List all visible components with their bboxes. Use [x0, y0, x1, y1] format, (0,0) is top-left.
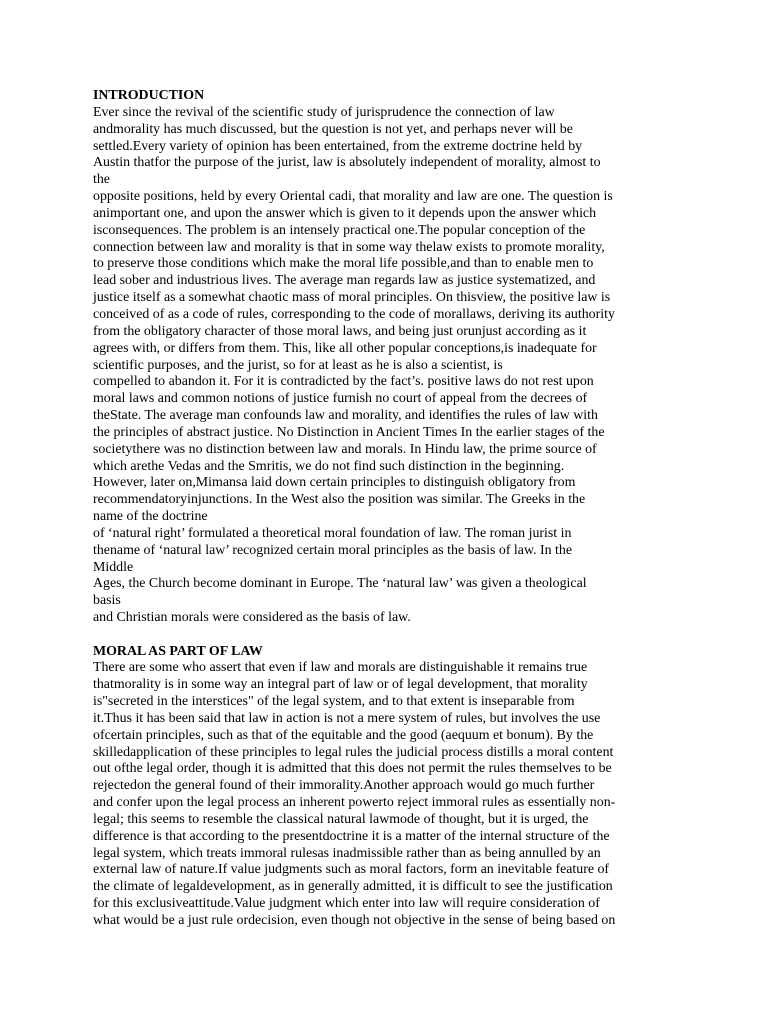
text-line: and confer upon the legal process an inherent powerto reject immoral rules as essentially non- [93, 795, 616, 811]
text-line: agrees with, or differs from them. This, like all other popular conceptions,is inadequate for [93, 340, 597, 356]
text-line: Middle [93, 559, 134, 575]
section-body [93, 105, 693, 627]
text-line: from the obligatory character of those moral laws, and being just orunjust according as it [93, 323, 587, 339]
text-line: justice itself as a somewhat chaotic mass of moral principles. On thisview, the positive law is [93, 290, 611, 306]
text-line: There are some who assert that even if law and morals are distinguishable it remains true [93, 660, 588, 676]
text-line: difference is that according to the presentdoctrine it is a matter of the internal structure of the [93, 828, 610, 844]
text-line: thename of ‘natural law’ recognized certain moral principles as the basis of law. In the [93, 542, 573, 558]
text-line: thatmorality is in some way an integral part of law or of legal development, that morality [93, 677, 588, 693]
text-line: scientific purposes, and the jurist, so for at least as he is also a scientist, is [93, 357, 503, 373]
text-line: lead sober and industrious lives. The average man regards law as justice systematized, and [93, 273, 596, 289]
text-line: the climate of legaldevelopment, as in generally admitted, it is difficult to see the justification [93, 879, 613, 895]
text-line: of ‘natural right’ formulated a theoretical moral foundation of law. The roman jurist in [93, 525, 572, 541]
section-body [93, 660, 693, 930]
text-line: theState. The average man confounds law and morality, and identifies the rules of law with [93, 408, 598, 424]
text-line: ofcertain principles, such as that of the equitable and the good (aequum et bonum). By the [93, 727, 594, 743]
section-heading: INTRODUCTION [93, 88, 205, 103]
text-line: settled.Every variety of opinion has been entertained, from the extreme doctrine held by [93, 138, 583, 154]
text-line: connection between law and morality is that in some way thelaw exists to promote morality, [93, 239, 605, 255]
text-line: basis [93, 593, 121, 609]
text-line: rejectedon the general found of their immorality.Another approach would go much further [93, 778, 595, 794]
text-line: Ages, the Church become dominant in Europe. The ‘natural law’ was given a theological [93, 576, 587, 592]
text-line: societythere was no distinction between law and morals. In Hindu law, the prime source of [93, 441, 597, 457]
text-line: the principles of abstract justice. No Distinction in Ancient Times In the earlier stages of the [93, 424, 605, 440]
text-line: external law of nature.If value judgments such as moral factors, form an inevitable feature of [93, 862, 610, 878]
text-line: opposite positions, held by every Oriental cadi, that morality and law are one. The question is [93, 189, 613, 205]
text-line: to preserve those conditions which make the moral life possible,and than to enable men to [93, 256, 594, 272]
text-line: the [93, 172, 110, 188]
section-moral-as-part-of-law [93, 644, 693, 930]
text-line: legal; this seems to resemble the classical natural lawmode of thought, but it is urged, the [93, 811, 589, 827]
text-line: out ofthe legal order, though it is admitted that this does not permit the rules themselves to be [93, 761, 612, 777]
text-line: isconsequences. The problem is an intensely practical one.The popular conception of the [93, 222, 586, 238]
text-line: However, later on,Mimansa laid down certain principles to distinguish obligatory from [93, 475, 576, 491]
document-page [93, 88, 693, 930]
section-introduction [93, 88, 693, 627]
text-line: Austin thatfor the purpose of the jurist, law is absolutely independent of morality, almost to [93, 155, 601, 171]
text-line: animportant one, and upon the answer which is given to it depends upon the answer which [93, 205, 597, 221]
text-line: it.Thus it has been said that law in action is not a mere system of rules, but involves the use [93, 710, 601, 726]
text-line: legal system, which treats immoral rulesas inadmissible rather than as being annulled by an [93, 845, 601, 861]
text-line: andmorality has much discussed, but the question is not yet, and perhaps never will be [93, 121, 573, 137]
text-line: moral laws and common notions of justice furnish no court of appeal from the decrees of [93, 391, 588, 407]
text-line: conceived of as a code of rules, corresponding to the code of morallaws, deriving its authority [93, 306, 615, 322]
text-line: for this exclusiveattitude.Value judgment which enter into law will require consideration of [93, 896, 600, 912]
text-line: skilledapplication of these principles to legal rules the judicial process distills a moral content [93, 744, 614, 760]
text-line: which arethe Vedas and the Smritis, we do not find such distinction in the beginning. [93, 458, 565, 474]
text-line: is"secreted in the interstices" of the legal system, and to that extent is inseparable from [93, 694, 575, 710]
section-heading: MORAL AS PART OF LAW [93, 643, 263, 659]
text-line: recommendatoryinjunctions. In the West also the position was similar. The Greeks in the [93, 492, 586, 508]
text-line: what would be a just rule ordecision, even though not objective in the sense of being based on [93, 913, 616, 928]
text-line: name of the doctrine [93, 509, 208, 525]
text-line: and Christian morals were considered as the basis of law. [93, 610, 411, 626]
text-line: compelled to abandon it. For it is contradicted by the fact’s. positive laws do not rest upon [93, 374, 594, 390]
text-line: Ever since the revival of the scientific study of jurisprudence the connection of law [93, 104, 555, 120]
section-gap [93, 627, 693, 644]
